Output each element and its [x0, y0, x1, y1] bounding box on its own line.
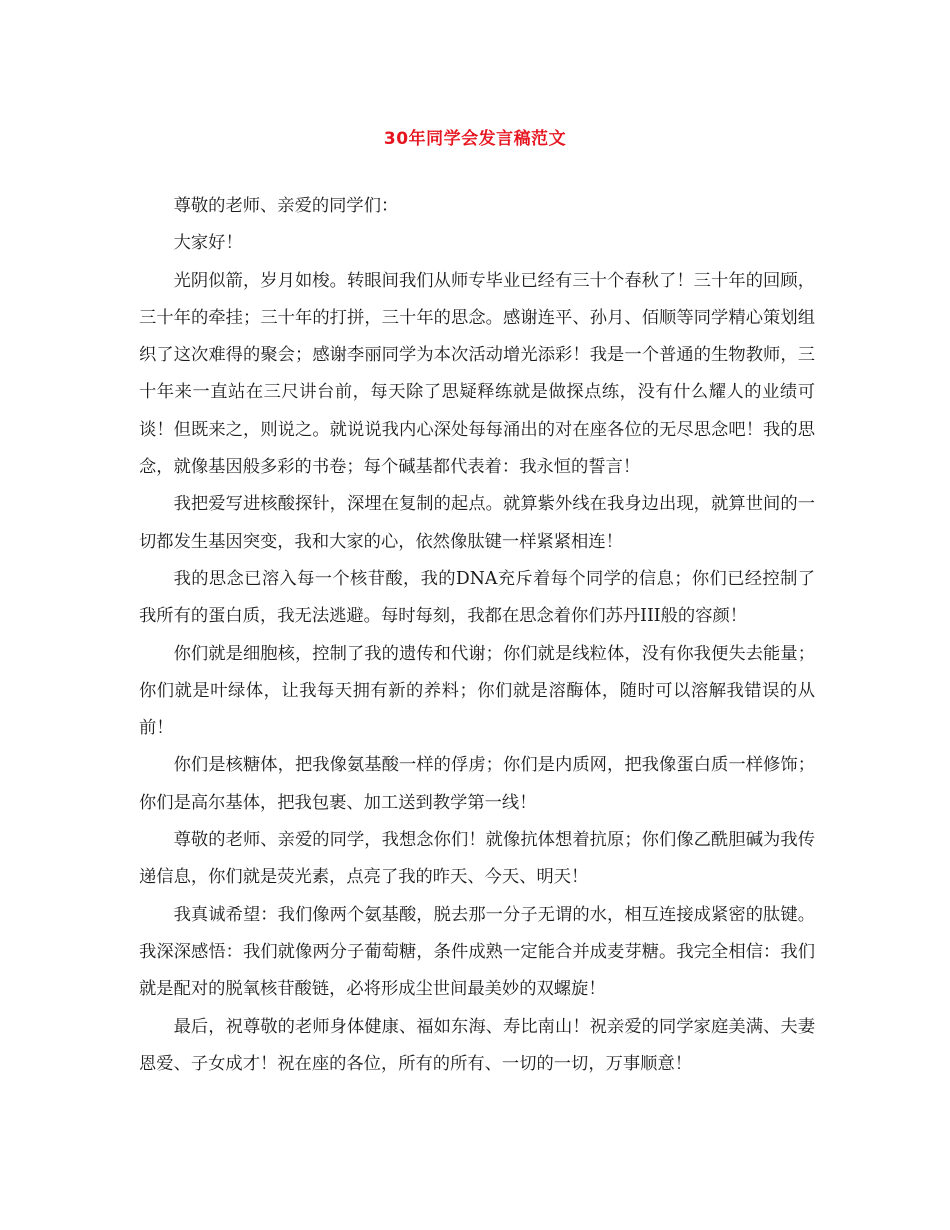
body-paragraph: 尊敬的老师、亲爱的同学，我想念你们！就像抗体想着抗原；你们像乙酰胆碱为我传递信息，你们就是荧光素，点亮了我的昨天、今天、明天！: [139, 830, 815, 888]
closing-paragraph: 最后，祝尊敬的老师身体健康、福如东海、寿比南山！祝亲爱的同学家庭美满、夫妻恩爱、子女成才！祝在座的各位，所有的所有、一切的一切，万事顺意！: [139, 1016, 815, 1074]
document-title: 30年同学会发言稿范文: [383, 129, 567, 149]
body-paragraph: 你们是核糖体，把我像氨基酸一样的俘虏；你们是内质网，把我像蛋白质一样修饰；你们是高尔基体，把我包裹、加工送到教学第一线！: [139, 755, 815, 813]
body-paragraph: 我真诚希望：我们像两个氨基酸，脱去那一分子无谓的水，相互连接成紧密的肽键。我深深感悟：我们就像两分子葡萄糖，条件成熟一定能合并成麦芽糖。我完全相信：我们就是配对的脱氧核苷酸链，必将形成尘世间最美妙的双螺旋！: [139, 904, 815, 1000]
salutation-paragraph: 尊敬的老师、亲爱的同学们：: [173, 196, 399, 216]
body-paragraph: 你们就是细胞核，控制了我的遗传和代谢；你们就是线粒体，没有你我便失去能量；你们就是叶绿体，让我每天拥有新的养料；你们就是溶酶体，随时可以溶解我错误的从前！: [139, 643, 815, 739]
body-paragraph: 我把爱写进核酸探针，深埋在复制的起点。就算紫外线在我身边出现，就算世间的一切都发生基因突变，我和大家的心，依然像肽键一样紧紧相连！: [139, 494, 815, 552]
greeting-paragraph: 大家好！: [173, 233, 243, 254]
document-body: [139, 188, 815, 1083]
body-paragraph: 我的思念已溶入每一个核苷酸，我的DNA充斥着每个同学的信息；你们已经控制了我所有的蛋白质，我无法逃避。每时每刻，我都在思念着你们苏丹III般的容颜！: [139, 568, 815, 627]
body-paragraph: 光阴似箭，岁月如梭。转眼间我们从师专毕业已经有三十个春秋了！三十年的回顾，三十年的牵挂；三十年的打拼，三十年的思念。感谢连平、孙月、佰顺等同学精心策划组织了这次难得的聚会；感谢李丽同学为本次活动增光添彩！我是一个普通的生物教师，三十年来一直站在三尺讲台前，每天除了思疑释练就是做探点练，没有什么耀人的业绩可谈！但既来之，则说之。就说说我内心深处每每涌出的对在座各位的无尽思念吧！我的思念，就像基因般多彩的书卷；每个碱基都代表着：我永恒的誓言！: [139, 270, 815, 478]
